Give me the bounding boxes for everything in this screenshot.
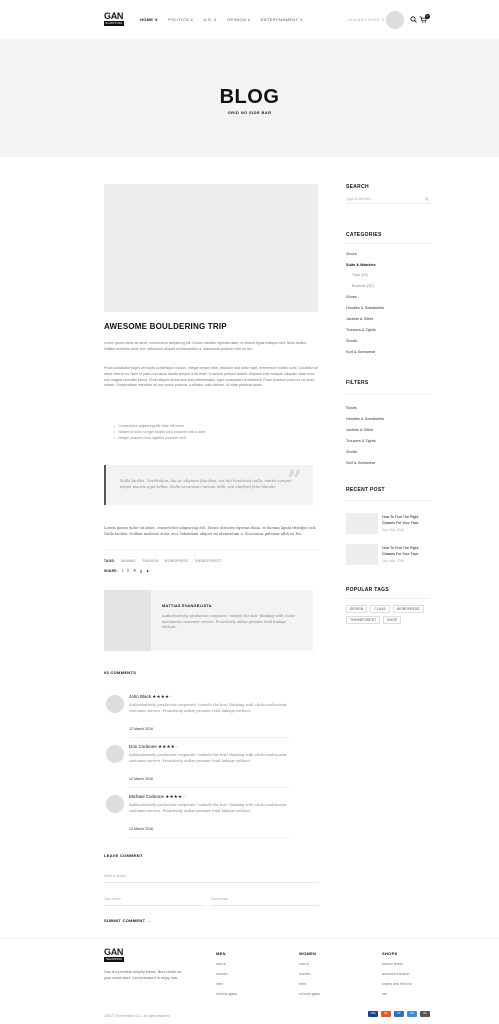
leave-comment-title: LEAVE COMMENT (104, 853, 143, 858)
pinterest-icon[interactable]: ℗ (133, 568, 136, 573)
divider (346, 598, 430, 599)
comment-date: 12 March 2016 (129, 777, 153, 781)
divider (104, 882, 318, 883)
quote-mark-icon: ” (287, 466, 302, 496)
sidebar-categories-title: CATEGORIES (346, 232, 382, 238)
main-nav (140, 17, 303, 22)
list-item: • Integer posuere erat dapibus posuere velit (114, 435, 205, 441)
category-item[interactable]: Hoodies & Sweatshirts (346, 306, 385, 310)
sidebar-search-input[interactable]: Type & hit enter... (346, 197, 374, 201)
footer-link[interactable]: men (299, 982, 306, 986)
category-subitem[interactable]: Bottoms (30) (352, 284, 374, 288)
footer-link[interactable]: women (216, 972, 228, 976)
tag-link[interactable]: WORDPRESS (164, 559, 189, 563)
avatar (106, 745, 124, 763)
cart-count-badge: 0 (426, 14, 429, 18)
user-avatar[interactable] (386, 11, 404, 29)
author-name[interactable]: MATTIAS EVANGELISTA (162, 604, 212, 608)
author-bio: Authoritatively productize corporate "outside the box" thinking with clicks-and-mortar customer service. Proactively utilize premier total linkage without. (162, 614, 296, 629)
avatar (106, 695, 124, 713)
page-subtitle: GRID NO SIDE BAR (227, 110, 272, 115)
post-intro: Lorem ipsum dolor sit amet, consectetur adipiscing elit. Donec ultricies egestas diam, et dictum ligula tristique sed. Nulla facilisi. Nullam molestie dolor orci, bibendum aliquet mi elementum a. Maecenas pulvinar nibh eu leo. (104, 341, 307, 351)
user-menu[interactable]: HILLARY DUFF ∨ (348, 17, 385, 22)
amex-icon: AM (407, 1011, 417, 1017)
footer-divider (0, 938, 499, 939)
quote-text: Nulla facilisi. Vestibulum, dui ac aliquam faucibus, est dui hendrerit nulla, mattis semper turpis mauris eget tellus. Nulla accumsan rutrum nibh, sed eleifend felis blandit (120, 478, 292, 489)
footer-logo[interactable] (104, 948, 124, 962)
avatar (106, 795, 124, 813)
footer-link[interactable]: search terms (382, 962, 403, 966)
footer-link[interactable]: schuhe glass (299, 992, 320, 996)
rating-stars: ★★★★☆ (165, 794, 187, 799)
divider (129, 787, 289, 788)
filter-item[interactable]: Hoodies & Sweatshirts (346, 417, 385, 421)
nav-opinion[interactable]: OPINION ∨ (227, 17, 251, 22)
sidebar-recent-title: RECENT POST (346, 487, 385, 493)
tag-link[interactable]: MINIMAL (121, 559, 137, 563)
divider (129, 737, 289, 738)
site-logo[interactable] (104, 12, 124, 26)
divider (346, 203, 430, 204)
post-closing: Lorem ipsum dolor sit amet, consectetur adipiscing elit. Donec ultricies egestas diam, et dictum ligula tristique sed. Nulla facilisi. Nullam molestie dolor orci, bibendum aliquet mi elementum a. Maecenas pulvinar nibh eu leo. (104, 526, 317, 536)
filter-item[interactable]: Shoes (346, 406, 357, 410)
divider (346, 243, 430, 244)
footer-description: Gan is a premium shopify theme. Best choice for your online store. Let purchase it to enjoy now (104, 970, 182, 980)
tag-button[interactable]: CLASS (370, 605, 389, 613)
discover-icon: DS (420, 1011, 430, 1017)
share-label: SHARE: (104, 568, 119, 573)
facebook-icon[interactable]: f (122, 568, 124, 573)
filter-item[interactable]: Jackets & Gilets (346, 428, 374, 432)
tag-link[interactable]: FASHION (142, 559, 159, 563)
comment-text: Authoritatively productize corporate "outside the box" thinking with clicks-and-mortar customer service. Proactively utilize premier total linkage without. (129, 803, 287, 813)
category-subitem[interactable]: Tops (29) (352, 273, 368, 277)
author-avatar (104, 590, 151, 651)
name-input[interactable]: Your name (104, 897, 121, 901)
divider (346, 394, 430, 395)
tag-button[interactable]: SHOP (383, 616, 401, 624)
comment-author-name: Michael Corleone (129, 794, 165, 799)
rss-icon[interactable]: ∎ (146, 568, 149, 573)
tag-button[interactable]: THEMEFOREST (346, 616, 380, 624)
post-body: Proin sollicitudin turpis vel turpis scelerisque cursus. Integer neque nibh, tincidunt sed tortor eget, elementum mattis nunc. Curabitur sit amet viverra mi. Nam id justo non lacus iaculis tempor a sit amet. In lacinia pretium lacinia. Aliquam erat volutpat. Aliquam vitae nunc non magna convallis luctus. Proin aliquet lectus sed erat pellentesque, eget consequat mi hendrerit. Proin tincidunt porta ex sit amet ornare. Suspendisse interdum mi non purus pulvinar, a efficitur odio ultrices. Ut vitae placerat quam. (104, 366, 318, 388)
page-title: BLOG (219, 86, 280, 108)
comment-author (129, 694, 173, 700)
comment-author-name: Don Corleone (129, 744, 157, 749)
post-bullet-list (114, 423, 205, 441)
rating-stars: ★★★★☆ (158, 744, 180, 749)
category-item[interactable]: Shoes (346, 252, 357, 256)
nav-home[interactable]: HOME ∨ (140, 17, 159, 22)
divider (104, 905, 204, 906)
list-item: • Nullam id dolor id eget lacinia odio posuere erat a ante (114, 429, 205, 435)
post-tags (104, 559, 222, 563)
category-item[interactable]: Jackets & Gilets (346, 317, 374, 321)
nav-entertainment[interactable]: ENTERTAINMENT ∨ (260, 17, 303, 22)
tags-label: TAGS: (104, 559, 116, 563)
logo-subtext: SHOPPING (104, 957, 124, 962)
nav-us[interactable]: U.S. ∨ (203, 17, 218, 22)
category-item[interactable]: Shoes (346, 295, 357, 299)
divider (129, 837, 289, 838)
recent-post-title[interactable]: How To Find The Right Glasses For Your Face (382, 546, 419, 556)
copyright-text: 2016 © ThemeVision LLC. All rights reserved (104, 1014, 170, 1018)
recent-post-title[interactable]: How To Find The Right Glasses For Your Face (382, 515, 419, 525)
category-item[interactable]: Shorts (346, 339, 357, 343)
list-item: • Consectetur adipiscing elit vitae elit libero (114, 423, 205, 429)
footer-col-title: WOMEN (299, 951, 317, 956)
comment-text: Authoritatively productize corporate "outside the box" thinking with clicks-and-mortar customer service. Proactively utilize premier total linkage without. (129, 753, 287, 763)
tag-button[interactable]: DESIGN (346, 605, 367, 613)
mastercard-icon: MC (381, 1011, 391, 1017)
recent-post-date: July 14th, 2016 (382, 559, 405, 563)
tag-button[interactable]: WORDPRESS (393, 605, 424, 613)
tag-link[interactable]: THEMEFOREST (194, 559, 222, 563)
nav-politics[interactable]: POLITICS ∨ (168, 17, 194, 22)
filter-item[interactable]: Surf & Swimwear (346, 461, 376, 465)
footer-link[interactable]: advanced search (382, 972, 410, 976)
category-item[interactable]: Surf & Swimwear (346, 350, 376, 354)
divider (211, 905, 318, 906)
footer-link[interactable]: women (299, 972, 311, 976)
email-input[interactable]: Your email (211, 897, 228, 901)
footer-link[interactable]: men (216, 982, 223, 986)
rating-stars: ★★★★☆ (152, 694, 174, 699)
search-icon[interactable] (410, 16, 417, 23)
footer-col-title: MEN (216, 951, 226, 956)
category-item[interactable]: Trousers & Tights (346, 328, 376, 332)
comment-text: Authoritatively productize corporate "outside the box" thinking with clicks-and-mortar customer service. Proactively utilize premier total linkage without. (129, 703, 287, 713)
comment-date: 12 March 2016 (129, 827, 153, 831)
filter-item[interactable]: Trousers & Tights (346, 439, 376, 443)
google-plus-icon[interactable]: g (139, 568, 143, 573)
footer-link[interactable]: schuhe glass (216, 992, 237, 996)
comment-author (129, 744, 179, 750)
comment-author-name: John Black (129, 694, 152, 699)
comment-author (129, 794, 186, 800)
footer-link[interactable]: rss (382, 992, 387, 996)
post-title: AWESOME BOULDERING TRIP (104, 322, 227, 331)
post-featured-image (104, 184, 318, 312)
sidebar-filters-title: FILTERS (346, 380, 369, 386)
footer-link[interactable]: new in (216, 962, 227, 966)
search-icon[interactable] (425, 197, 429, 201)
recent-post-thumbnail[interactable] (346, 513, 378, 534)
divider (346, 500, 430, 501)
popular-tags (346, 605, 434, 624)
share-row (104, 568, 149, 573)
comments-count: 03 COMMENTS (104, 670, 137, 675)
comment-date: 12 March 2016 (129, 727, 153, 731)
footer-col-title: SHOPS (382, 951, 398, 956)
submit-comment-button[interactable]: SUBMIT COMMENT → (104, 918, 152, 923)
recent-post-date: July 14th, 2016 (382, 528, 405, 532)
payment-icons (368, 1011, 430, 1017)
logo-subtext: SHOPPING (105, 21, 123, 25)
visa-icon: VISA (368, 1011, 378, 1017)
logo-text: GAN (104, 11, 124, 21)
review-input[interactable]: Write a review (104, 874, 127, 878)
sidebar-tags-title: POPULAR TAGS (346, 587, 389, 593)
divider (104, 549, 318, 550)
paypal-icon: PP (394, 1011, 404, 1017)
category-item[interactable]: Suits & Watches (346, 263, 376, 267)
sidebar-search-title: SEARCH (346, 184, 369, 190)
filter-item[interactable]: Shorts (346, 450, 357, 454)
recent-post-thumbnail[interactable] (346, 544, 378, 565)
footer-link[interactable]: new in (299, 962, 310, 966)
footer-link[interactable]: orders and returns (382, 982, 412, 986)
logo-text: GAN (104, 947, 124, 957)
twitter-icon[interactable]: 𝕥 (127, 568, 130, 573)
